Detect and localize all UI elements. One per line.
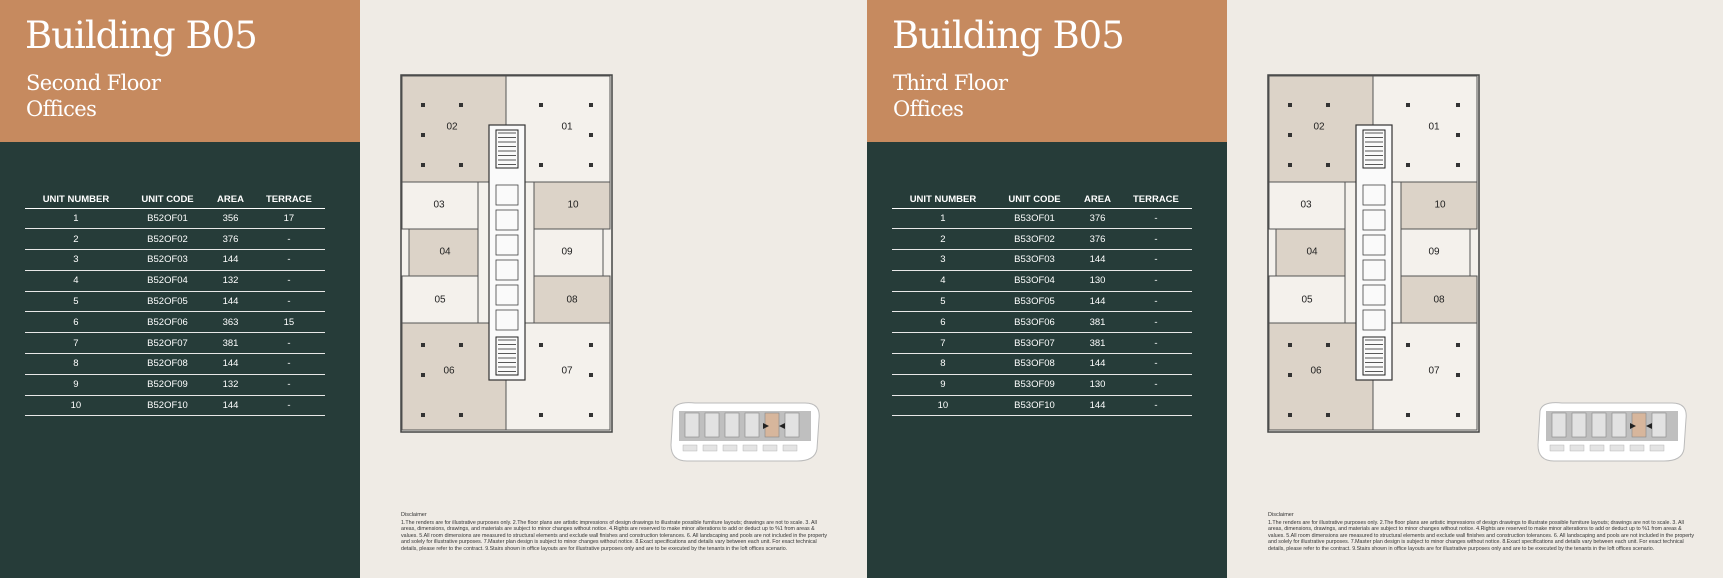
structural-column (1456, 103, 1460, 107)
ground-plot (783, 445, 797, 451)
unit-number-cell: 10 (892, 395, 994, 416)
floor-name: Second Floor (26, 71, 161, 95)
unit-code-cell: B52OF01 (127, 208, 208, 229)
unit-label: 03 (1300, 199, 1312, 211)
unit-code-cell: B53OF07 (994, 333, 1075, 354)
units-table (25, 191, 325, 416)
building-wing (1652, 413, 1666, 437)
column-header: UNIT NUMBER (892, 191, 994, 208)
table-row (25, 270, 325, 291)
structural-column (1456, 373, 1460, 377)
core-circulation (1356, 125, 1392, 380)
structural-column (1456, 343, 1460, 347)
unit-number-cell: 7 (892, 333, 994, 354)
structural-column (1326, 413, 1330, 417)
terrace-cell: - (253, 374, 325, 395)
terrace-cell: 17 (253, 208, 325, 229)
structural-column (421, 103, 425, 107)
area-cell: 144 (208, 291, 253, 312)
area-cell: 376 (1075, 229, 1120, 250)
column-header: UNIT NUMBER (25, 191, 127, 208)
key-plan-mini-map (665, 397, 825, 467)
unit-number-cell: 9 (892, 374, 994, 395)
terrace-cell: - (253, 270, 325, 291)
table-row (25, 395, 325, 416)
terrace-cell: - (1120, 208, 1192, 229)
terrace-cell: - (1120, 229, 1192, 250)
structural-column (1456, 133, 1460, 137)
unit-code-cell: B53OF01 (994, 208, 1075, 229)
ground-plot (1630, 445, 1644, 451)
ground-plot (743, 445, 757, 451)
structural-column (1326, 163, 1330, 167)
floor-plan (400, 74, 630, 466)
table-row (892, 374, 1192, 395)
area-cell: 144 (208, 250, 253, 271)
unit-label: 08 (1433, 294, 1445, 306)
unit-code-cell: B53OF05 (994, 291, 1075, 312)
structural-column (1288, 133, 1292, 137)
info-panel (0, 0, 360, 578)
disclaimer-title: Disclaimer (1268, 512, 1294, 518)
unit-label: 06 (1310, 365, 1322, 377)
area-cell: 144 (208, 395, 253, 416)
unit-number-cell: 5 (25, 291, 127, 312)
structural-column (1326, 343, 1330, 347)
building-wing (725, 413, 739, 437)
floor-plan (1267, 74, 1497, 466)
structural-column (539, 163, 543, 167)
table-row (892, 312, 1192, 333)
column-header: UNIT CODE (127, 191, 208, 208)
unit-number-cell: 2 (892, 229, 994, 250)
terrace-cell: - (253, 291, 325, 312)
area-cell: 381 (208, 333, 253, 354)
disclaimer (1268, 512, 1698, 553)
building-wing (1592, 413, 1606, 437)
structural-column (539, 103, 543, 107)
table-row (25, 374, 325, 395)
structural-column (589, 413, 593, 417)
building-wing (745, 413, 759, 437)
unit-number-cell: 5 (892, 291, 994, 312)
area-cell: 130 (1075, 270, 1120, 291)
terrace-cell: - (253, 333, 325, 354)
header-band (867, 0, 1227, 142)
area-cell: 144 (1075, 291, 1120, 312)
structural-column (421, 133, 425, 137)
unit-label: 04 (1306, 246, 1318, 258)
column-header: TERRACE (253, 191, 325, 208)
structural-column (589, 373, 593, 377)
terrace-cell: - (1120, 250, 1192, 271)
unit-code-cell: B52OF09 (127, 374, 208, 395)
structural-column (1288, 373, 1292, 377)
structural-column (459, 163, 463, 167)
unit-number-cell: 8 (25, 354, 127, 375)
table-row (25, 229, 325, 250)
structural-column (1326, 103, 1330, 107)
floor-plan-panel (360, 0, 867, 578)
units-table (892, 191, 1192, 416)
area-cell: 144 (1075, 354, 1120, 375)
building-wing (685, 413, 699, 437)
disclaimer-text: 1.The renders are for illustrative purposes only. 2.The floor plans are artistic impressions of design drawings to illustrate possible furniture layouts; drawings are not to scale. 3. All areas, dimensions, drawings, and materials are subject to minor changes without notice. 4.Rights are reserved to make minor alterations to add or deduct up to %1 from areas & values. 5.All room dimensions are measured to structural elements and exclude wall finishes and construction tolerances. 6. All landscaping and pools are not included in the property and solely for illustrative purposes. 7.Master plan design is subject to minor changes without notice. 8.Exact specifications and details vary between each unit. For exact technical details, please refer to the contract. 9.Stairs shown in office layouts are for illustrative purposes only and are to be executed by the tenants in the loft offices scenario. (401, 519, 828, 552)
area-cell: 376 (208, 229, 253, 250)
ground-plot (1610, 445, 1624, 451)
unit-number-cell: 7 (25, 333, 127, 354)
unit-code-cell: B53OF06 (994, 312, 1075, 333)
table-row (892, 354, 1192, 375)
terrace-cell: 15 (253, 312, 325, 333)
brochure-page-third-floor (867, 0, 1723, 578)
unit-code-cell: B52OF03 (127, 250, 208, 271)
building-wing (765, 413, 779, 437)
structural-column (1288, 413, 1292, 417)
terrace-cell: - (253, 250, 325, 271)
column-header: UNIT CODE (994, 191, 1075, 208)
unit-number-cell: 1 (25, 208, 127, 229)
terrace-cell: - (253, 354, 325, 375)
column-header: TERRACE (1120, 191, 1192, 208)
ground-plot (683, 445, 697, 451)
area-cell: 132 (208, 374, 253, 395)
area-cell: 381 (1075, 333, 1120, 354)
table-row (25, 291, 325, 312)
unit-code-cell: B52OF06 (127, 312, 208, 333)
floor-subtitle (893, 70, 1007, 122)
structural-column (1456, 413, 1460, 417)
floor-plan-drawing (1268, 75, 1479, 432)
building-wing (785, 413, 799, 437)
unit-label: 06 (443, 365, 455, 377)
column-header: AREA (208, 191, 253, 208)
area-cell: 144 (1075, 250, 1120, 271)
unit-label: 07 (1428, 365, 1440, 377)
structural-column (589, 133, 593, 137)
unit-label: 05 (1301, 294, 1313, 306)
unit-label: 10 (567, 199, 579, 211)
unit-number-cell: 9 (25, 374, 127, 395)
area-cell: 363 (208, 312, 253, 333)
unit-number-cell: 3 (892, 250, 994, 271)
table-row (25, 354, 325, 375)
structural-column (1288, 343, 1292, 347)
area-cell: 376 (1075, 208, 1120, 229)
structural-column (459, 413, 463, 417)
unit-code-cell: B53OF10 (994, 395, 1075, 416)
table-row (25, 333, 325, 354)
header-band (0, 0, 360, 142)
area-cell: 144 (1075, 395, 1120, 416)
table-row (892, 270, 1192, 291)
area-cell: 130 (1075, 374, 1120, 395)
disclaimer-title: Disclaimer (401, 512, 427, 518)
table-row (892, 208, 1192, 229)
structural-column (1456, 163, 1460, 167)
floor-plan-panel (1227, 0, 1723, 578)
unit-label: 10 (1434, 199, 1446, 211)
column-header: AREA (1075, 191, 1120, 208)
building-wing (1552, 413, 1566, 437)
unit-label: 08 (566, 294, 578, 306)
unit-number-cell: 4 (892, 270, 994, 291)
building-title: Building B05 (25, 14, 257, 57)
unit-number-cell: 8 (892, 354, 994, 375)
area-cell: 132 (208, 270, 253, 291)
structural-column (1406, 413, 1410, 417)
terrace-cell: - (1120, 291, 1192, 312)
unit-label: 04 (439, 246, 451, 258)
terrace-cell: - (1120, 312, 1192, 333)
unit-code-cell: B53OF03 (994, 250, 1075, 271)
unit-label: 09 (1428, 246, 1440, 258)
structural-column (589, 163, 593, 167)
structural-column (589, 103, 593, 107)
unit-number-cell: 2 (25, 229, 127, 250)
building-wing (705, 413, 719, 437)
unit-label: 03 (433, 199, 445, 211)
unit-label: 05 (434, 294, 446, 306)
floor-subtitle (26, 70, 160, 122)
info-panel (867, 0, 1227, 578)
ground-plot (1570, 445, 1584, 451)
structural-column (421, 163, 425, 167)
structural-column (459, 103, 463, 107)
unit-code-cell: B52OF10 (127, 395, 208, 416)
unit-code-cell: B52OF08 (127, 354, 208, 375)
table-row (892, 250, 1192, 271)
use-type: Offices (26, 97, 97, 121)
area-cell: 144 (208, 354, 253, 375)
building-wing (1632, 413, 1646, 437)
key-plan-mini-map (1532, 397, 1692, 467)
disclaimer-text: 1.The renders are for illustrative purposes only. 2.The floor plans are artistic impressions of design drawings to illustrate possible furniture layouts; drawings are not to scale. 3. All areas, dimensions, drawings, and materials are subject to minor changes without notice. 4.Rights are reserved to make minor alterations to add or deduct up to %1 from areas & values. 5.All room dimensions are measured to structural elements and exclude wall finishes and construction tolerances. 6. All landscaping and pools are not included in the property and solely for illustrative purposes. 7.Master plan design is subject to minor changes without notice. 8.Exact specifications and details vary between each unit. For exact technical details, please refer to the contract. 9.Stairs shown in office layouts are for illustrative purposes only and are to be executed by the tenants in the loft offices scenario. (1268, 519, 1695, 552)
table-row (25, 208, 325, 229)
unit-label: 02 (446, 121, 458, 133)
table-header-row (25, 191, 325, 208)
unit-number-cell: 4 (25, 270, 127, 291)
building-wing (1612, 413, 1626, 437)
structural-column (539, 413, 543, 417)
structural-column (589, 343, 593, 347)
structural-column (421, 413, 425, 417)
unit-code-cell: B52OF04 (127, 270, 208, 291)
terrace-cell: - (1120, 270, 1192, 291)
terrace-cell: - (1120, 333, 1192, 354)
structural-column (459, 343, 463, 347)
ground-plot (723, 445, 737, 451)
terrace-cell: - (1120, 374, 1192, 395)
unit-label: 01 (1428, 121, 1440, 133)
structural-column (1288, 163, 1292, 167)
structural-column (1406, 103, 1410, 107)
ground-plot (763, 445, 777, 451)
building-title: Building B05 (892, 14, 1124, 57)
unit-code-cell: B52OF02 (127, 229, 208, 250)
table-row (25, 312, 325, 333)
table-header-row (892, 191, 1192, 208)
unit-label: 01 (561, 121, 573, 133)
structural-column (421, 343, 425, 347)
floor-name: Third Floor (893, 71, 1008, 95)
structural-column (1406, 343, 1410, 347)
table-row (892, 333, 1192, 354)
ground-plot (703, 445, 717, 451)
ground-plot (1650, 445, 1664, 451)
unit-code-cell: B53OF04 (994, 270, 1075, 291)
unit-code-cell: B53OF02 (994, 229, 1075, 250)
unit-number-cell: 10 (25, 395, 127, 416)
floor-plan-drawing (401, 75, 612, 432)
unit-code-cell: B52OF07 (127, 333, 208, 354)
terrace-cell: - (1120, 395, 1192, 416)
structural-column (539, 343, 543, 347)
unit-code-cell: B52OF05 (127, 291, 208, 312)
structural-column (421, 373, 425, 377)
ground-plot (1550, 445, 1564, 451)
structural-column (1288, 103, 1292, 107)
use-type: Offices (893, 97, 964, 121)
structural-column (1406, 163, 1410, 167)
unit-label: 09 (561, 246, 573, 258)
terrace-cell: - (253, 395, 325, 416)
table-row (892, 291, 1192, 312)
area-cell: 356 (208, 208, 253, 229)
terrace-cell: - (1120, 354, 1192, 375)
unit-number-cell: 1 (892, 208, 994, 229)
area-cell: 381 (1075, 312, 1120, 333)
terrace-cell: - (253, 229, 325, 250)
unit-code-cell: B53OF08 (994, 354, 1075, 375)
unit-number-cell: 6 (25, 312, 127, 333)
ground-plot (1590, 445, 1604, 451)
unit-code-cell: B53OF09 (994, 374, 1075, 395)
unit-label: 07 (561, 365, 573, 377)
unit-number-cell: 3 (25, 250, 127, 271)
building-wing (1572, 413, 1586, 437)
unit-number-cell: 6 (892, 312, 994, 333)
core-circulation (489, 125, 525, 380)
table-row (892, 395, 1192, 416)
table-row (892, 229, 1192, 250)
table-row (25, 250, 325, 271)
disclaimer (401, 512, 831, 553)
unit-label: 02 (1313, 121, 1325, 133)
